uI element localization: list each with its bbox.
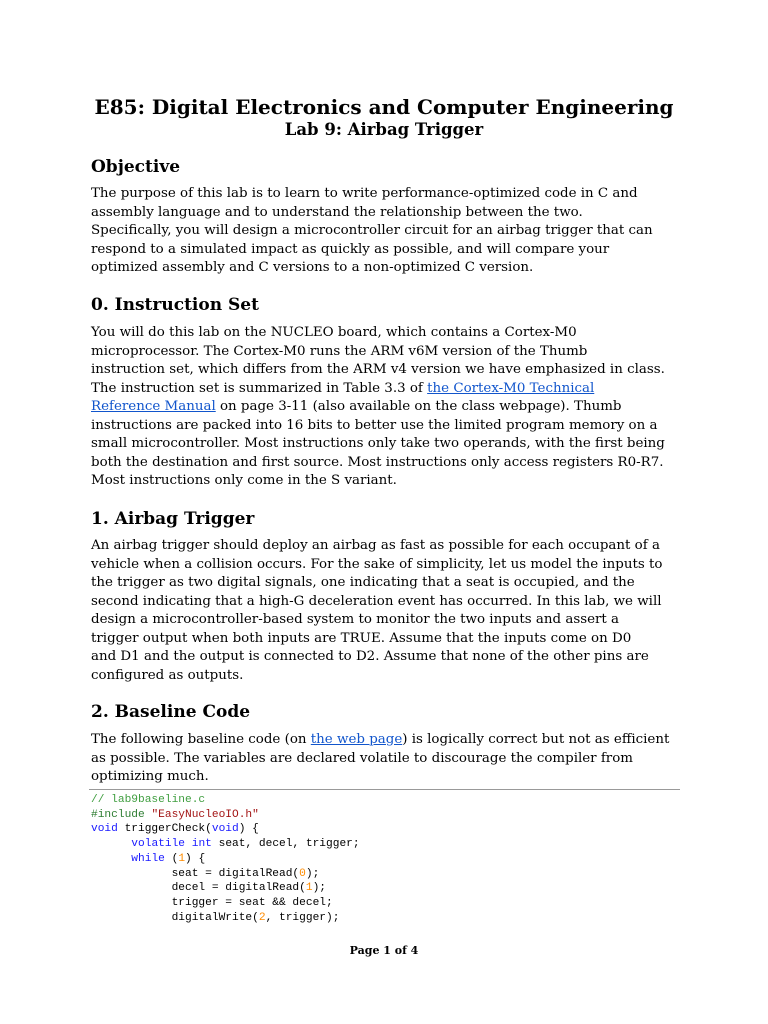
text-segment: on page 3-11 (also available on the class webpage). Thumb (215, 399, 622, 414)
web-page-link[interactable]: the web page (310, 732, 403, 747)
text-line: The purpose of this lab is to learn to write performance-optimized code in C and (91, 186, 638, 201)
document-subtitle: Lab 9: Airbag Trigger (284, 120, 484, 139)
code-line (91, 852, 360, 867)
text-line: optimized assembly and C versions to a non-optimized C version. (91, 260, 534, 275)
text-line: design a microcontroller-based system to monitor the two inputs and assert a (91, 612, 620, 627)
code-text: ) { (185, 852, 206, 865)
code-keyword: void (91, 823, 118, 836)
code-line (91, 837, 360, 852)
paragraph-airbag-trigger (91, 537, 691, 685)
text-segment: The instruction set is summarized in Table 3.3 of (91, 380, 428, 396)
code-text: ( (164, 852, 179, 865)
text-line: trigger output when both inputs are TRUE. Assume that the inputs come on D0 (91, 630, 632, 646)
code-indent (91, 838, 131, 850)
code-indent (91, 912, 172, 924)
code-comment: // lab9baseline.c (91, 794, 206, 806)
code-text: seat, decel, trigger; (211, 838, 360, 851)
text-segment: The following baseline code (on (91, 732, 311, 747)
code-line (91, 822, 360, 837)
code-number: 0 (299, 867, 306, 880)
code-indent (91, 882, 172, 894)
code-keyword: volatile (131, 838, 186, 851)
text-line (91, 380, 691, 399)
paragraph-objective (91, 185, 691, 278)
heading-airbag-trigger: 1. Airbag Trigger (91, 509, 255, 529)
text-line: the trigger as two digital signals, one indicating that a seat is occupied, and the (91, 575, 635, 590)
text-line: Specifically, you will design a microcontroller circuit for an airbag trigger that can (91, 223, 653, 238)
text-segment: ) is logically correct but not as efficient (402, 732, 670, 747)
code-text: digitalWrite( (171, 911, 259, 924)
code-line (91, 881, 360, 896)
code-text: ) { (238, 823, 259, 836)
text-line: microprocessor. The Cortex-M0 runs the ARM v6M version of the Thumb (91, 343, 588, 359)
code-text: , trigger); (265, 911, 340, 924)
text-line: small microcontroller. Most instructions only take two operands, with the first being (91, 436, 665, 451)
code-number: 1 (178, 852, 186, 865)
code-listing (91, 793, 360, 925)
code-text: seat = digitalRead( (171, 867, 300, 880)
code-text: ); (312, 882, 327, 895)
cortex-m0-manual-link[interactable]: the Cortex-M0 Technical (427, 380, 595, 396)
page-number: Page 1 of 4 (349, 944, 419, 957)
code-string: "EasyNucleoIO.h" (151, 808, 259, 821)
paragraph-baseline-code (91, 731, 691, 787)
text-line: instructions are packed into 16 bits to better use the limited program memory on a (91, 417, 658, 433)
text-line: respond to a simulated impact as quickly as possible, and will compare your (91, 241, 610, 257)
text-line: and D1 and the output is connected to D2. Assume that none of the other pins are (91, 649, 649, 664)
code-indent (91, 868, 172, 880)
code-text: decel = digitalRead( (171, 882, 306, 895)
text-line (91, 731, 691, 750)
code-text: triggerCheck( (117, 823, 212, 836)
code-number: 2 (258, 911, 266, 924)
text-line: You will do this lab on the NUCLEO board, which contains a Cortex-M0 (91, 325, 577, 340)
code-line (91, 808, 360, 823)
code-text: ); (305, 867, 320, 880)
code-text: trigger = seat && decel; (171, 896, 333, 909)
heading-instruction-set: 0. Instruction Set (91, 295, 259, 315)
code-keyword: while (131, 852, 165, 865)
text-line: both the destination and first source. Most instructions only access registers R0-R7. (91, 454, 664, 470)
text-line: second indicating that a high-G deceleration event has occurred. In this lab, we will (91, 593, 662, 609)
text-line: An airbag trigger should deploy an airbag as fast as possible for each occupant of a (91, 538, 660, 553)
code-line (91, 793, 360, 808)
code-preprocessor: #include (91, 808, 145, 821)
heading-objective: Objective (91, 157, 181, 177)
code-line (91, 896, 360, 911)
paragraph-instruction-set (91, 324, 691, 491)
code-number: 1 (305, 882, 313, 895)
text-line: vehicle when a collision occurs. For the sake of simplicity, let us model the inputs to (91, 556, 663, 572)
text-line: Most instructions only come in the S variant. (91, 473, 397, 488)
text-line: configured as outputs. (91, 667, 244, 683)
code-line (91, 867, 360, 882)
code-indent (91, 897, 172, 909)
text-line: assembly language and to understand the relationship between the two. (91, 204, 583, 220)
text-line: optimizing much. (91, 769, 209, 784)
code-keyword: int (191, 838, 212, 851)
text-line: as possible. The variables are declared volatile to discourage the compiler from (91, 750, 633, 766)
code-indent (91, 853, 131, 865)
heading-baseline-code: 2. Baseline Code (91, 702, 251, 722)
code-divider (89, 789, 680, 790)
text-line (91, 398, 691, 417)
code-line (91, 911, 360, 926)
cortex-m0-manual-link-continued[interactable]: Reference Manual (91, 399, 216, 414)
code-keyword: void (211, 823, 239, 836)
document-title: E85: Digital Electronics and Computer Engineering (94, 95, 674, 119)
text-line: instruction set, which differs from the ARM v4 version we have emphasized in class. (91, 362, 665, 377)
